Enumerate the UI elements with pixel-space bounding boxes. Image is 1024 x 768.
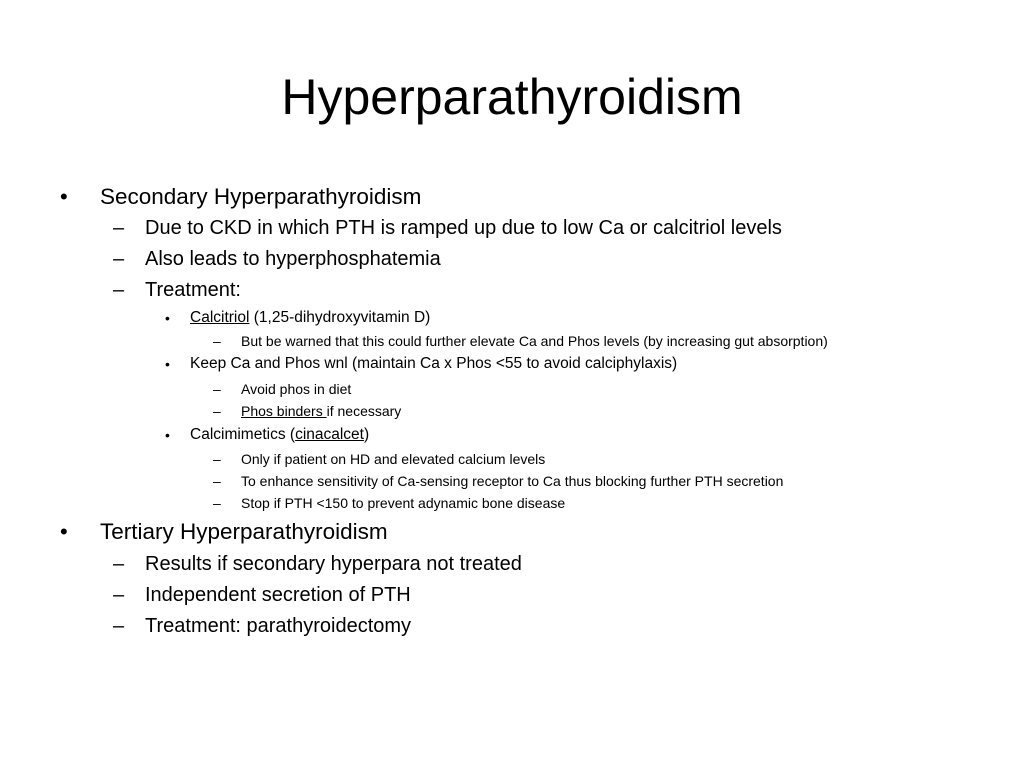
phos-diet-item: Avoid phos in diet: [241, 381, 352, 397]
phos-binders-link[interactable]: Phos binders: [241, 403, 327, 419]
bullet-marker: •: [165, 427, 170, 443]
calcimimetics-stop-item: Stop if PTH <150 to prevent adynamic bone disease: [241, 495, 566, 511]
slide-title: Hyperparathyroidism: [281, 69, 743, 125]
dash-marker: –: [213, 451, 221, 467]
calcimimetics-sensitivity-item: To enhance sensitivity of Ca-sensing receptor to Ca thus blocking further PTH secretion: [241, 473, 784, 489]
secondary-heading: Secondary Hyperparathyroidism: [100, 184, 422, 209]
phos-binders-rest: if necessary: [326, 403, 402, 419]
secondary-item-treatment: Treatment:: [145, 279, 241, 301]
cinacalcet-link[interactable]: cinacalcet: [295, 426, 364, 443]
dash-marker: –: [113, 553, 125, 575]
calcitriol-description: (1,25-dihydroxyvitamin D): [249, 309, 431, 326]
treatment-calcitriol: [190, 307, 430, 329]
dash-marker: –: [113, 217, 125, 239]
tertiary-heading: Tertiary Hyperparathyroidism: [100, 519, 388, 544]
phos-binders-item: [241, 400, 401, 422]
dash-marker: –: [213, 495, 221, 511]
dash-marker: –: [213, 333, 221, 349]
calcimimetics-prefix: Calcimimetics (: [190, 426, 296, 443]
tertiary-item-independent: Independent secretion of PTH: [145, 584, 411, 606]
dash-marker: –: [213, 403, 221, 419]
calcimimetics-suffix: ): [364, 426, 370, 443]
dash-marker: –: [213, 381, 221, 397]
dash-marker: –: [213, 473, 221, 489]
calcitriol-warning: But be warned that this could further elevate Ca and Phos levels (by increasing gut absorption): [241, 333, 828, 349]
bullet-marker: •: [60, 184, 68, 209]
dash-marker: –: [113, 248, 125, 270]
bullet-marker: •: [60, 519, 68, 544]
tertiary-item-untreated: Results if secondary hyperpara not treated: [145, 553, 522, 575]
treatment-phos: Keep Ca and Phos wnl (maintain Ca x Phos <55 to avoid calciphylaxis): [190, 355, 678, 372]
secondary-item-ckd: Due to CKD in which PTH is ramped up due to low Ca or calcitriol levels: [145, 217, 782, 239]
dash-marker: –: [113, 584, 125, 606]
calcitriol-link[interactable]: Calcitriol: [190, 309, 250, 326]
secondary-item-hyperphosphatemia: Also leads to hyperphosphatemia: [145, 248, 441, 270]
treatment-calcimimetics: [190, 424, 369, 446]
calcimimetics-hd-item: Only if patient on HD and elevated calcium levels: [241, 451, 546, 467]
bullet-marker: •: [165, 356, 170, 372]
dash-marker: –: [113, 279, 125, 301]
dash-marker: –: [113, 615, 125, 637]
tertiary-item-treatment: Treatment: parathyroidectomy: [145, 615, 412, 637]
bullet-marker: •: [165, 310, 170, 326]
